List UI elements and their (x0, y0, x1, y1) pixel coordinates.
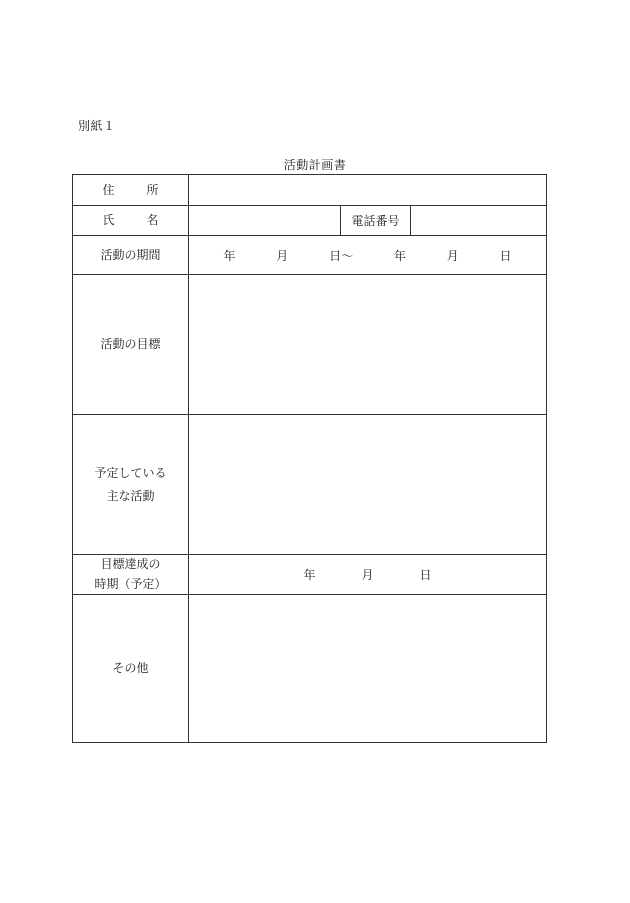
planned-activities-label (73, 415, 189, 555)
name-label-char-2: 名 (146, 213, 159, 228)
address-row (73, 175, 547, 206)
period-start-year: 年 (223, 248, 236, 263)
other-label: その他 (73, 595, 189, 743)
achievement-date-row (73, 555, 547, 595)
achieve-day: 日 (419, 568, 432, 582)
address-label (73, 175, 189, 206)
achieve-label-line-1: 目標達成の (100, 557, 161, 572)
other-row (73, 595, 547, 743)
phone-field[interactable] (411, 206, 547, 236)
document-title: 活動計画書 (283, 158, 347, 172)
goal-row (73, 275, 547, 415)
address-label-char-2: 所 (146, 182, 159, 197)
name-label-char-1: 氏 (102, 213, 115, 228)
phone-label: 電話番号 (341, 206, 411, 236)
planned-activities-row (73, 415, 547, 555)
achieve-year: 年 (303, 568, 316, 582)
activity-plan-form (72, 174, 547, 743)
achieve-label-line-2: 時期（予定） (94, 576, 167, 591)
name-label (73, 206, 189, 236)
planned-label-line-1: 予定している (94, 465, 167, 480)
period-field[interactable] (189, 236, 547, 275)
period-label: 活動の期間 (73, 236, 189, 275)
other-field[interactable] (189, 595, 547, 743)
period-start-day: 日〜 (329, 248, 354, 263)
period-end-year: 年 (393, 248, 406, 263)
name-row (73, 206, 547, 236)
period-end-day: 日 (499, 248, 512, 263)
achievement-date-label (73, 555, 189, 595)
period-end-month: 月 (446, 248, 459, 263)
period-start-month: 月 (276, 248, 289, 263)
goal-label: 活動の目標 (73, 275, 189, 415)
planned-label-line-2: 主な活動 (106, 488, 155, 503)
attachment-label: 別紙１ (78, 119, 116, 133)
address-field[interactable] (189, 175, 547, 206)
achievement-date-field[interactable] (189, 555, 547, 595)
name-field[interactable] (189, 206, 341, 236)
address-label-char-1: 住 (102, 182, 115, 197)
goal-field[interactable] (189, 275, 547, 415)
period-row (73, 236, 547, 275)
achieve-month: 月 (361, 568, 374, 582)
planned-activities-field[interactable] (189, 415, 547, 555)
